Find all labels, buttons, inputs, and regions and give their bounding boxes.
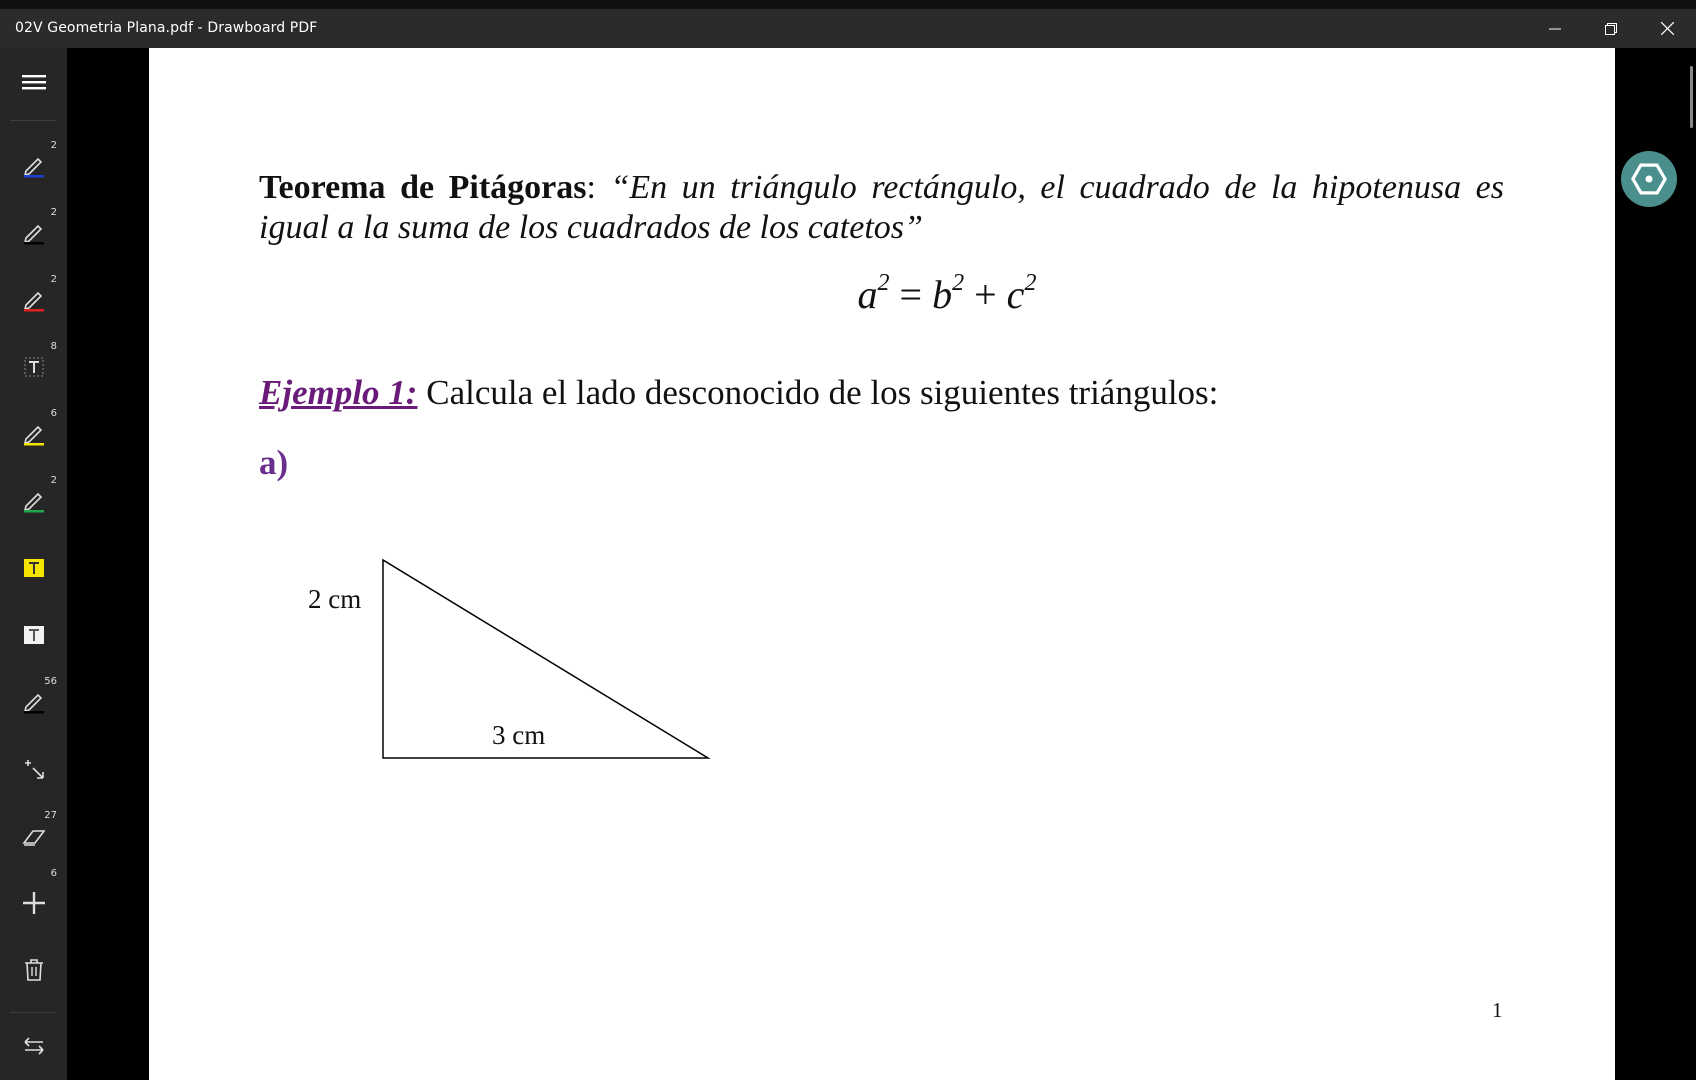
highlighter-icon (22, 422, 46, 446)
plus-icon (22, 891, 46, 915)
triangle-shape (383, 560, 708, 758)
tool-badge: 2 (50, 140, 57, 151)
text-note-yellow-icon (23, 558, 45, 578)
side-label-horizontal: 3 cm (492, 720, 546, 750)
ruler-button[interactable] (1621, 151, 1677, 207)
separator (10, 1012, 57, 1013)
eraser-icon (21, 825, 47, 847)
formula-exp: 2 (1024, 270, 1037, 296)
example-text: Calcula el lado desconocido de los siguientes triángulos: (417, 373, 1219, 412)
tool-text-white[interactable] (0, 605, 67, 665)
tool-badge: 2 (50, 207, 57, 218)
tool-text-yellow[interactable] (0, 538, 67, 598)
scrollbar-thumb[interactable] (1690, 66, 1693, 128)
right-triangle-figure (379, 510, 739, 770)
hamburger-icon (22, 73, 46, 91)
tool-pen-black[interactable] (0, 203, 67, 263)
theorem-paragraph (259, 168, 1504, 248)
pdf-page[interactable] (149, 48, 1615, 1080)
close-icon (1661, 22, 1674, 35)
separator (10, 120, 57, 121)
formula-b: b (932, 272, 953, 317)
tool-badge: 56 (44, 676, 57, 687)
tool-pen-red[interactable] (0, 270, 67, 330)
pen-icon (22, 154, 46, 178)
tool-badge: 6 (50, 868, 57, 879)
menu-button[interactable] (0, 52, 67, 112)
add-tool-button[interactable] (0, 868, 67, 933)
restore-button[interactable] (1583, 9, 1639, 48)
example-label: Ejemplo 1: (259, 373, 418, 412)
tool-pen-blue[interactable] (0, 136, 67, 196)
minimize-button[interactable] (1527, 9, 1583, 48)
close-button[interactable] (1639, 9, 1695, 48)
title-bar (0, 9, 1696, 48)
hexagon-ruler-icon (1629, 159, 1669, 199)
pen-icon (22, 690, 46, 714)
formula-a: a (857, 272, 878, 317)
tool-pen-green[interactable] (0, 471, 67, 531)
top-strip (0, 0, 1696, 9)
delete-button[interactable] (0, 940, 67, 1000)
tool-badge: 2 (50, 475, 57, 486)
pen-icon (22, 221, 46, 245)
formula-exp: 2 (877, 270, 890, 296)
pen-icon (22, 489, 46, 513)
side-label-vertical: 2 cm (308, 584, 362, 614)
theorem-colon: : (586, 169, 596, 206)
pythagoras-formula (149, 270, 1615, 318)
restore-icon (1605, 23, 1617, 35)
tool-badge: 6 (50, 408, 57, 419)
tool-pen-dark[interactable] (0, 672, 67, 732)
swap-sidebar-button[interactable] (0, 1016, 67, 1076)
formula-c: c (1006, 272, 1025, 317)
formula-equals: = (899, 272, 923, 317)
example-heading (259, 373, 1218, 413)
trash-icon (24, 958, 44, 982)
formula-exp: 2 (952, 270, 965, 296)
lasso-select-icon (22, 757, 46, 781)
tool-badge: 2 (50, 274, 57, 285)
tool-badge: 8 (50, 341, 57, 352)
tool-badge: 27 (44, 810, 57, 821)
tool-sidebar (0, 48, 67, 1080)
tool-eraser[interactable] (0, 806, 67, 866)
pen-icon (22, 288, 46, 312)
part-label: a) (259, 443, 289, 482)
tool-highlighter-yellow[interactable] (0, 404, 67, 464)
tool-lasso[interactable] (0, 739, 67, 799)
text-box-icon (24, 357, 44, 377)
tool-text-box[interactable] (0, 337, 67, 397)
page-number: 1 (1492, 998, 1503, 1022)
theorem-quote: “En un triángulo rectángulo, el cuadrado de la hipotenusa es igual a la suma de los cuadrados de los catetos” (259, 169, 1504, 246)
minimize-icon (1549, 23, 1561, 35)
text-note-white-icon (23, 625, 45, 645)
swap-arrows-icon (22, 1037, 46, 1055)
formula-plus: + (974, 272, 997, 317)
theorem-title: Teorema de Pitágoras (259, 169, 587, 206)
window-title: 02V Geometria Plana.pdf - Drawboard PDF (15, 20, 318, 36)
